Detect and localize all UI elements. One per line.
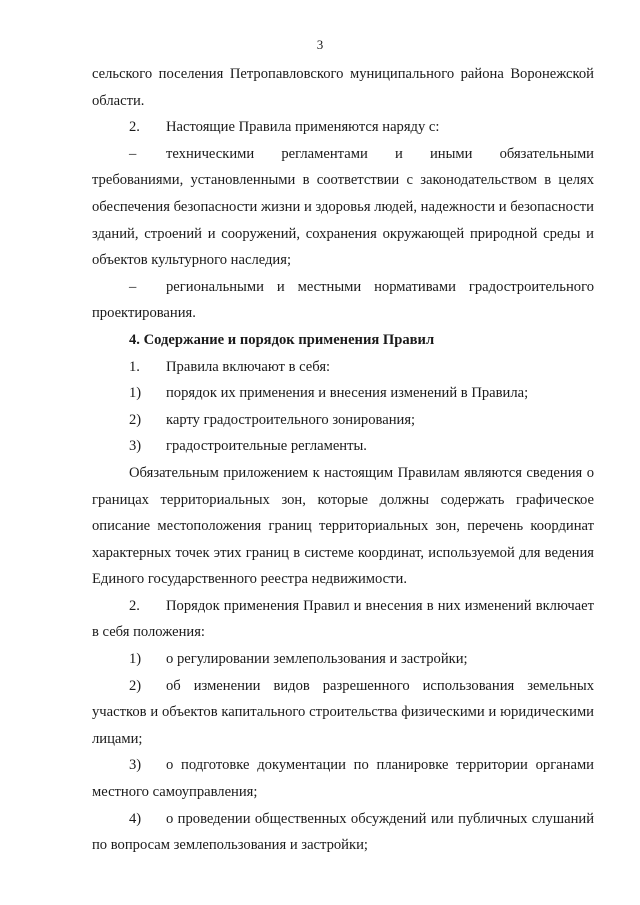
item-text: Правила включают в себя: [166,358,331,375]
list-item-2 [92,407,594,434]
paragraph-continuation: сельского поселения Петропавловского муниципального района Воронежской области. [92,66,594,109]
item-text: о проведении общественных обсуждений или публичных слушаний по вопросам землепользования и застройки; [92,810,594,854]
paragraph-appendix: Обязательным приложением к настоящим Правилам являются сведения о границах территориальных зон, которые должны содержать графическое описание местоположения границ территориальных зон, перечень координат характерных точек этих границ в системе координат, используемой для ведения Единого государственного реестра недвижимости. [92,464,594,588]
item-number: 2) [129,411,142,428]
dash-marker: – [129,145,137,162]
dash-item-norms [92,274,594,327]
item-text: Настоящие Правила применяются наряду с: [166,119,440,136]
item-number: 2. [129,597,140,614]
page-number: 3 [316,37,324,52]
item-number: 1) [129,385,142,402]
item-text: региональными и местными нормативами градостроительного проектирования. [92,278,594,322]
dash-marker: – [129,278,137,295]
numbered-paragraph-2b [92,593,594,646]
section-heading: 4. Содержание и порядок применения Правил [129,331,435,348]
list-item-2b [92,673,594,753]
dash-item-regulations [92,141,594,274]
document-body [92,61,594,859]
item-text: техническими регламентами и иными обязательными требованиями, установленными в соответствии с законодательством в целях обеспечения безопасности жизни и здоровья людей, надежности и безопасности зданий, строений и сооружений, сохранения окружающей природной среды и объектов культурного наследия; [92,145,594,269]
item-number: 3) [129,438,142,455]
list-item-3b [92,752,594,805]
item-number: 4) [129,810,142,827]
item-number: 1) [129,651,142,668]
item-number: 2) [129,677,142,694]
numbered-paragraph-2 [92,114,594,141]
item-number: 2. [129,119,140,136]
item-text: Порядок применения Правил и внесения в них изменений включает в себя положения: [92,597,594,641]
item-text: о подготовке документации по планировке территории органами местного самоуправления; [92,757,594,801]
list-item-3 [92,433,594,460]
numbered-paragraph-1 [92,354,594,381]
item-text: об изменении видов разрешенного использования земельных участков и объектов капитального строительства физическими и юридическими лицами; [92,677,594,747]
list-item-4b [92,806,594,859]
item-text: о регулировании землепользования и застройки; [166,651,468,668]
item-number: 3) [129,757,142,774]
item-text: карту градостроительного зонирования; [166,411,416,428]
item-number: 1. [129,358,140,375]
item-text: градостроительные регламенты. [166,438,367,455]
list-item-1 [92,380,594,407]
list-item-1b [92,646,594,673]
item-text: порядок их применения и внесения изменений в Правила; [166,385,529,402]
